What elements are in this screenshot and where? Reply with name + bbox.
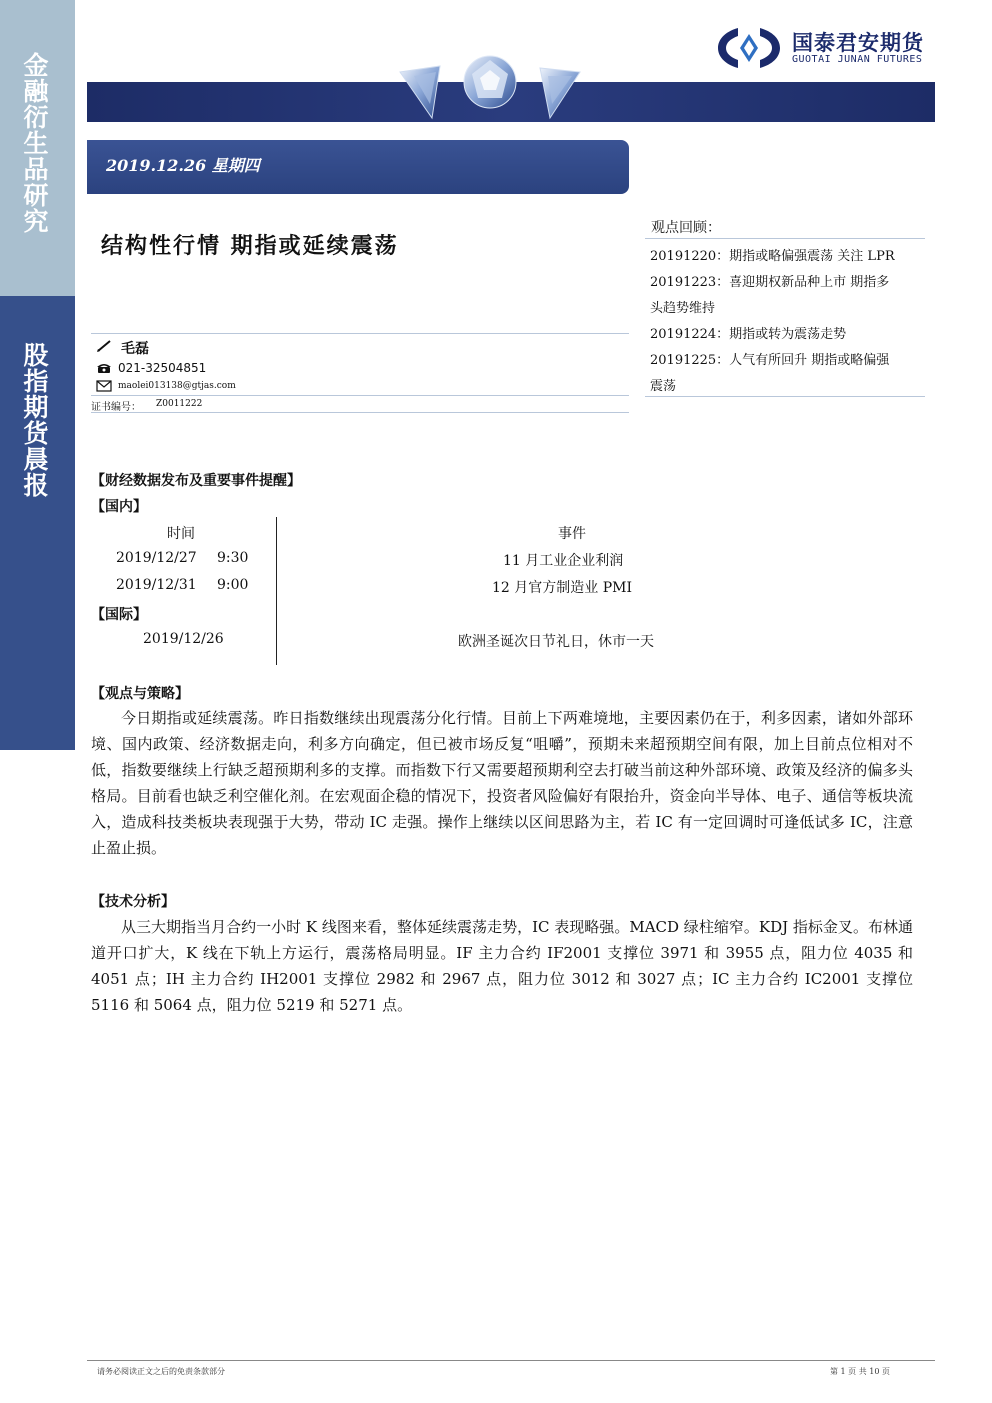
review-line: 20191220：期指或略偏强震荡 关注 LPR (650, 249, 895, 264)
footer-disclaimer: 请务必阅读正文之后的免责条款部分 (97, 1367, 225, 1376)
events-col-event: 事件 (558, 526, 586, 542)
pen-icon (96, 340, 112, 352)
diamond-gems-icon (380, 52, 600, 124)
phone-icon (96, 362, 112, 374)
author-bottom-divider (91, 412, 629, 413)
review-line: 头趋势维持 (650, 301, 716, 316)
sidebar-report-type-label: 股指期货晨报 (20, 342, 49, 498)
sidebar-category-label: 金融衍生品研究 (20, 52, 49, 234)
footer-divider (87, 1360, 935, 1361)
event-row-time: 9:00 (217, 577, 249, 593)
events-table-divider (276, 517, 277, 665)
strategy-title: 【观点与策略】 (91, 686, 189, 702)
review-line: 20191225：人气有所回升 期指或略偏强 (650, 353, 890, 368)
footer-page-number: 第 1 页 共 10 页 (830, 1367, 890, 1376)
certificate-label: 证书编号： (91, 402, 141, 413)
event-row-description: 12 月官方制造业 PMI (492, 580, 632, 596)
author-phone: 021-32504851 (118, 361, 207, 375)
domestic-label: 【国内】 (91, 499, 147, 515)
intl-event-date: 2019/12/26 (143, 631, 224, 647)
review-line: 20191223：喜迎期权新品种上市 期指多 (650, 275, 890, 290)
technical-title: 【技术分析】 (91, 894, 175, 910)
author-email[interactable]: maolei013138@gtjas.com (118, 381, 236, 391)
technical-paragraph: 从三大期指当月合约一小时 K 线图来看，整体延续震荡走势，IC 表现略强。MACD 绿柱缩窄。KDJ 指标金叉。布林通道开口扩大，K 线在下轨上方运行，震荡格局明显。IF 主力合约 IF2001 支撑位 3971 和 3955 点，阻力位 4035 和 4051 点；IH 主力合约 IH2001 支撑位 2982 和 2967 点，阻力位 3012 和 3027 点；IC 主力合约 IC2001 支撑位 5116 和 5064 点，阻力位 5219 和 5271 点。 (91, 918, 913, 1014)
review-top-divider (645, 238, 925, 239)
intl-event-description: 欧洲圣诞次日节礼日，休市一天 (458, 634, 654, 650)
author-name: 毛磊 (121, 341, 149, 357)
event-row-date: 2019/12/31 (116, 577, 197, 593)
logo-chinese-name: 国泰君安期货 (792, 31, 924, 55)
guotai-junan-logo-icon (716, 26, 782, 70)
logo-english-name: GUOTAI JUNAN FUTURES (792, 54, 923, 65)
international-label: 【国际】 (91, 607, 147, 623)
author-mid-divider (91, 395, 629, 396)
review-bottom-divider (645, 396, 925, 397)
report-title: 结构性行情 期指或延续震荡 (101, 233, 399, 259)
certificate-number: Z0011222 (156, 399, 203, 409)
events-section-title: 【财经数据发布及重要事件提醒】 (91, 473, 301, 489)
author-top-divider (91, 333, 629, 334)
event-row-time: 9:30 (217, 550, 249, 566)
event-row-date: 2019/12/27 (116, 550, 197, 566)
email-icon (96, 380, 112, 392)
review-line: 震荡 (650, 379, 677, 394)
report-date: 2019.12.26 星期四 (106, 156, 260, 175)
strategy-paragraph: 今日期指或延续震荡。昨日指数继续出现震荡分化行情。目前上下两难境地，主要因素仍在于，利多因素，诸如外部环境、国内政策、经济数据走向，利多方向确定，但已被市场反复“咀嚼”，预期未来超预期空间有限，加上目前点位相对不低，指数要继续上行缺乏超预期利多的支撑。而指数下行又需要超预期利空去打破当前这种外部环境、政策及经济的偏多头格局。目前看也缺乏利空催化剂。在宏观面企稳的情况下，投资者风险偏好有限抬升，资金向半导体、电子、通信等板块流入，造成科技类板块表现强于大势，带动 IC 走强。操作上继续以区间思路为主，若 IC 有一定回调时可逢低试多 IC，注意止盈止损。 (91, 709, 913, 857)
review-line: 20191224：期指或转为震荡走势 (650, 327, 847, 342)
event-row-description: 11 月工业企业利润 (503, 553, 624, 569)
review-title: 观点回顾： (651, 220, 721, 236)
events-col-time: 时间 (167, 526, 195, 542)
